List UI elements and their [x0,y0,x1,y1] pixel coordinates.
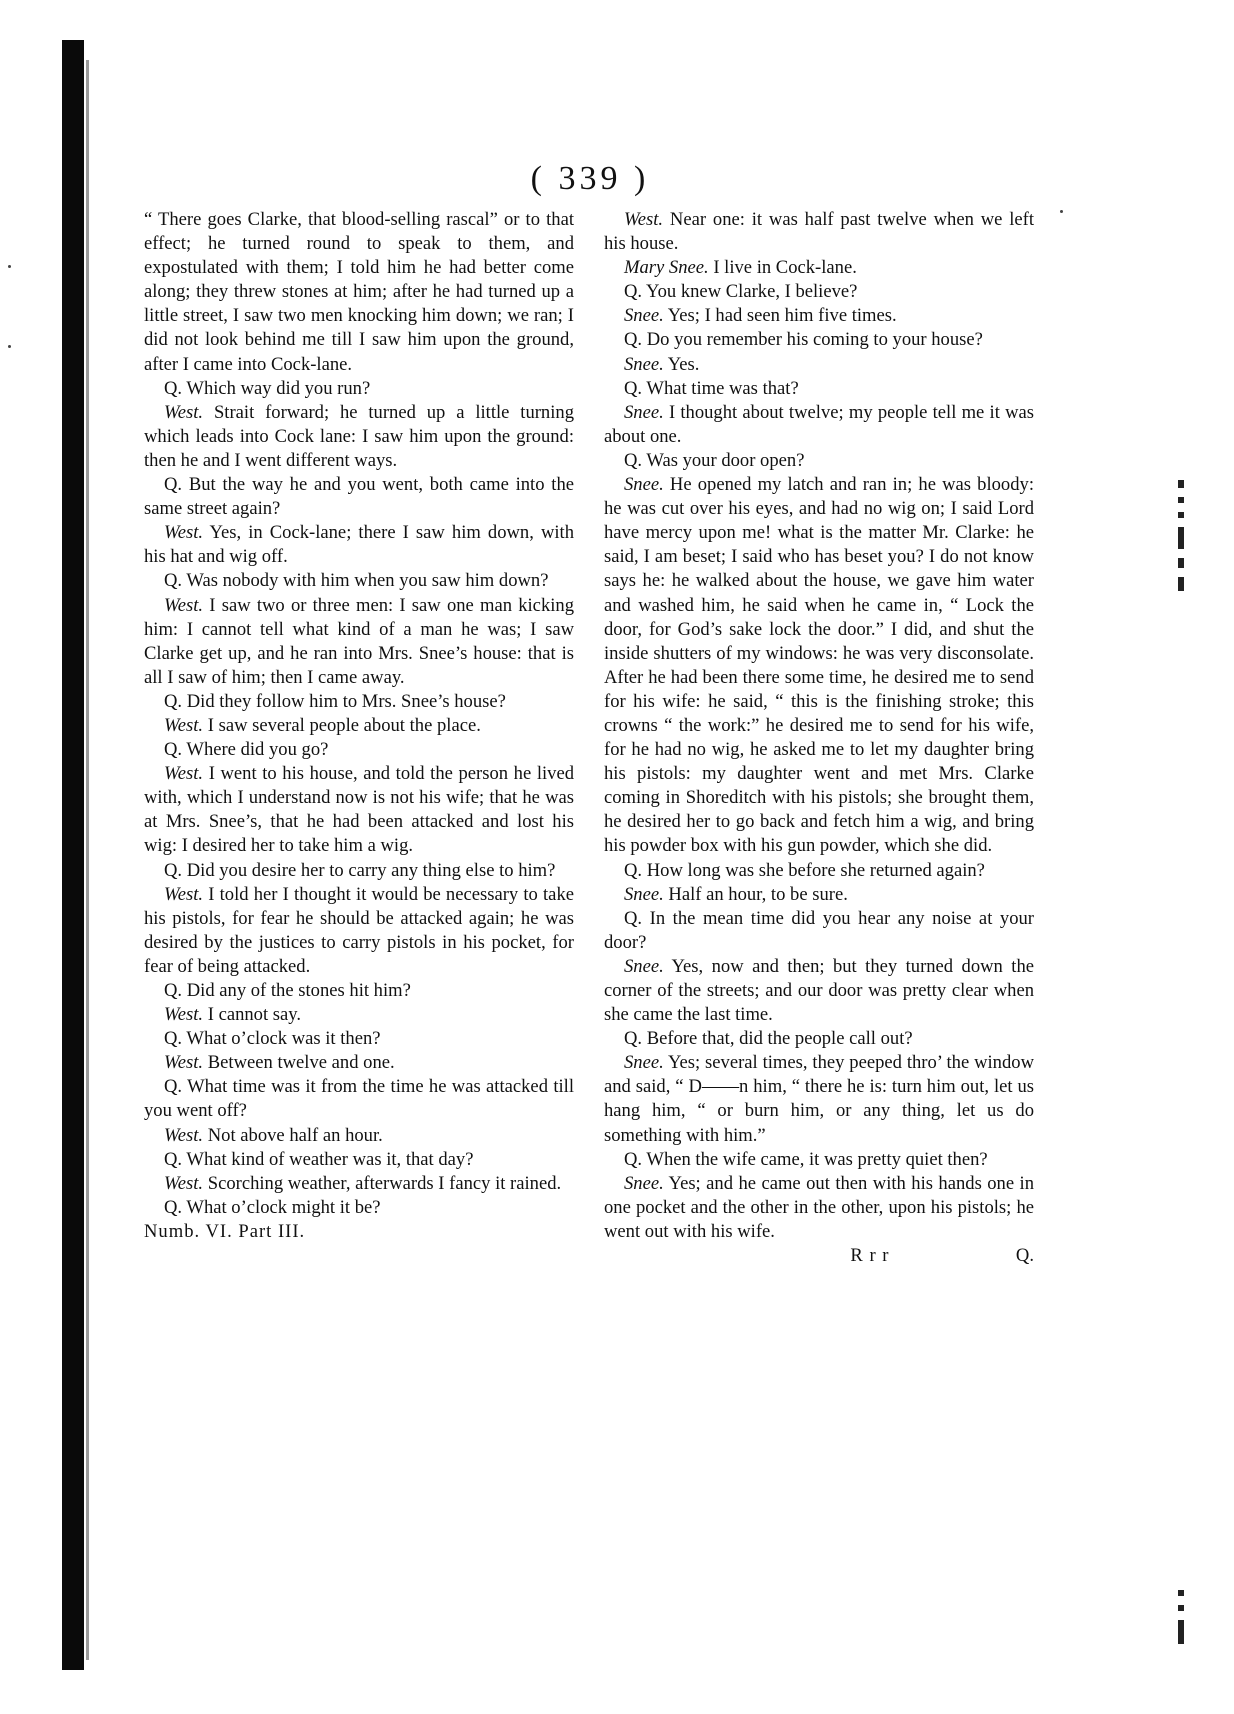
speaker-name: Mary Snee. [624,257,709,279]
paragraph [604,907,1034,955]
speaker-name: Snee. [624,955,664,977]
margin-mark [1178,527,1184,549]
scan-speck [8,265,11,268]
paragraph-text: Q. What time was it from the time he was attacked till you went off? [144,1076,574,1122]
paragraph [144,859,574,883]
margin-mark [1178,512,1184,518]
right-footer-line [604,1244,1034,1268]
speaker-name: Snee. [624,305,664,327]
paragraph-text: Q. What kind of weather was it, that day? [164,1148,474,1170]
paragraph [144,762,574,858]
left-footer-line [144,1220,574,1244]
paragraph-text: Q. Did they follow him to Mrs. Snee’s house? [164,690,506,712]
speaker-name: Snee. [624,353,664,375]
paragraph [604,1051,1034,1147]
paragraph [144,714,574,738]
paragraph [604,328,1034,352]
speaker-name: West. [164,1172,204,1194]
paragraph [604,353,1034,377]
paragraph-text: Q. Did any of the stones hit him? [164,980,411,1001]
margin-mark [1178,1620,1184,1644]
paragraph [604,208,1034,256]
paragraph-text: Yes; I had seen him five times. [663,305,897,327]
right-column [604,208,1034,1268]
left-column-body [144,208,574,1220]
speaker-name: West. [164,714,204,736]
paragraph-text: Q. In the mean time did you hear any noise at your door? [604,907,1034,953]
paragraph [604,1172,1034,1244]
speaker-name: Snee. [624,474,664,496]
paragraph [604,955,1034,1027]
paragraph-text: Scorching weather, afterwards I fancy it rained. [203,1172,562,1194]
binding-shadow [62,40,84,1670]
paragraph [144,401,574,473]
paragraph-text: I went to his house, and told the person he lived with, which I understand now is not his wife; that he was at Mrs. Snee’s, that he had been attacked and lost his wig: I desired her to take him a wig. [144,763,574,857]
paragraph [144,208,574,377]
paragraph-text: I live in Cock-lane. [708,257,857,279]
paragraph-text: I saw several people about the place. [203,714,481,736]
paragraph [144,883,574,979]
paragraph [144,473,574,521]
binding-edge [86,60,89,1660]
paragraph [144,1148,574,1172]
paragraph-text: I thought about twelve; my people tell me it was about one. [604,401,1034,447]
speaker-name: Snee. [624,1172,664,1194]
paragraph-text: Q. Do you remember his coming to your house? [624,329,983,351]
paragraph [604,473,1034,859]
speaker-name: West. [164,522,204,544]
paragraph-text: Q. What o’clock might it be? [164,1196,381,1218]
paragraph-text: Q. Before that, did the people call out? [624,1028,913,1050]
paragraph [144,690,574,714]
paragraph [604,377,1034,401]
paragraph-text: I cannot say. [203,1004,302,1026]
speaker-name: West. [164,883,204,905]
paragraph [144,1027,574,1051]
paragraph-text: Q. Where did you go? [164,739,329,761]
paragraph [144,1196,574,1220]
scan-speck [1060,210,1063,213]
paragraph-text: Yes; several times, they peeped thro’ the window and said, “ D——n him, “ there he is: turn him out, let us hang him, “ or burn him, or any thing, let us do something with him.” [604,1052,1034,1146]
paragraph-text: Yes, in Cock-lane; there I saw him down, with his hat and wig off. [144,522,574,568]
paragraph [604,859,1034,883]
catchword: Q. [1015,1245,1034,1267]
paragraph-text: Q. You knew Clarke, I believe? [624,281,858,303]
speaker-name: West. [164,1004,204,1026]
margin-mark [1178,577,1184,591]
left-column [144,208,574,1244]
right-column-body [604,208,1034,1244]
margin-mark [1178,480,1184,488]
paragraph [144,1051,574,1075]
margin-mark [1178,558,1184,568]
paragraph-text: Between twelve and one. [203,1052,395,1074]
paragraph [604,1027,1034,1051]
paragraph [604,401,1034,449]
page-number: ( 339 ) [530,160,650,197]
paragraph [604,304,1034,328]
margin-registration-marks [1178,480,1188,600]
paragraph-text: Q. Was your door open? [624,449,805,471]
paragraph [144,594,574,690]
paragraph-text: He opened my latch and ran in; he was bloody: he was cut over his eyes, and had no wig on; I said Lord have mercy upon me! what is the matter Mr. Clarke: he said, I am beset; I said who has beset you? I do not know says he: he walked about the house, we gave him water and washed him, he said when he came in, “ Lock the door, for God’s sake lock the door.” I did, and shut the inside shutters of my windows: he was very disconsolate. After he had been there some time, he desired me to send for his wife: he said, “ this is the finishing stroke; this crowns “ the work:” he desired me to send for his wife, for he had no wig, he asked me to let my daughter bring his pistols: my daughter went and met Mrs. Clarke coming in Shoreditch with his pistols; she brought them, he desired her to go back and fetch him a wig, and bring his powder box with his gun powder, which she did. [604,474,1034,857]
paragraph-text: Yes, now and then; but they turned down the corner of the streets; and our door was pretty clear when she came the last time. [604,955,1034,1026]
paragraph [604,883,1034,907]
paragraph [144,377,574,401]
paragraph-text: Yes; and he came out then with his hands one in one pocket and the other in the other, upon his pistols; he went out with his wife. [604,1172,1034,1242]
margin-registration-marks-bottom [1178,1590,1188,1653]
paragraph-text: I told her I thought it would be necessary to take his pistols, for fear he should be attacked again; he was desired by the justices to carry pistols in his pocket, for fear of being attacked. [144,883,574,977]
speaker-name: West. [624,209,664,230]
paragraph-text: Q. But the way he and you went, both came into the same street again? [144,474,574,520]
scan-speck [8,345,11,348]
paragraph [604,256,1034,280]
paragraph-text: Q. When the wife came, it was pretty quiet then? [624,1148,988,1170]
paragraph-text: Yes. [663,353,700,375]
part-number: Numb. VI. Part III. [144,1220,306,1242]
margin-mark [1178,497,1184,503]
paragraph-text: Q. Which way did you run? [164,377,371,399]
paragraph-text: Q. Was nobody with him when you saw him down? [164,570,549,592]
paragraph [144,569,574,593]
signature-mark: R r r [850,1245,890,1267]
paragraph [604,449,1034,473]
paragraph-text: Near one: it was half past twelve when we left his house. [604,209,1034,255]
paragraph-text: Q. What time was that? [624,377,799,399]
paragraph [144,1124,574,1148]
paragraph [144,521,574,569]
paragraph [604,280,1034,304]
paragraph-text: Half an hour, to be sure. [663,883,848,905]
paragraph-text: “ There goes Clarke, that blood-selling rascal” or to that effect; he turned round to speak to them, and expostulated with them; I told him he had better come along; they threw stones at him; after he had turned up a little street, I saw two men knocking him down; we ran; I did not look behind me till I saw him upon the ground, after I came into Cock-lane. [144,209,574,375]
speaker-name: West. [164,401,204,423]
paragraph-text: Q. How long was she before she returned again? [624,859,985,881]
speaker-name: Snee. [624,401,664,423]
paragraph-text: Q. Did you desire her to carry any thing else to him? [164,859,556,881]
paragraph [604,1148,1034,1172]
paragraph [144,1172,574,1196]
paragraph-text: Q. What o’clock was it then? [164,1028,381,1050]
paragraph [144,1075,574,1123]
paragraph [144,1003,574,1027]
speaker-name: Snee. [624,1052,664,1074]
speaker-name: Snee. [624,883,664,905]
speaker-name: West. [164,763,204,785]
paragraph [144,979,574,1003]
paragraph [144,738,574,762]
margin-mark [1178,1590,1184,1596]
margin-mark [1178,1605,1184,1611]
speaker-name: West. [164,594,204,616]
paragraph-text: I saw two or three men: I saw one man kicking him: I cannot tell what kind of a man he was; I saw Clarke get up, and he ran into Mrs. Snee’s house: that is all I saw of him; then I came away. [144,594,574,688]
paragraph-text: Not above half an hour. [203,1124,383,1146]
speaker-name: West. [164,1124,204,1146]
speaker-name: West. [164,1052,204,1074]
paragraph-text: Strait forward; he turned up a little turning which leads into Cock lane: I saw him upon the ground: then he and I went different ways. [144,401,574,471]
